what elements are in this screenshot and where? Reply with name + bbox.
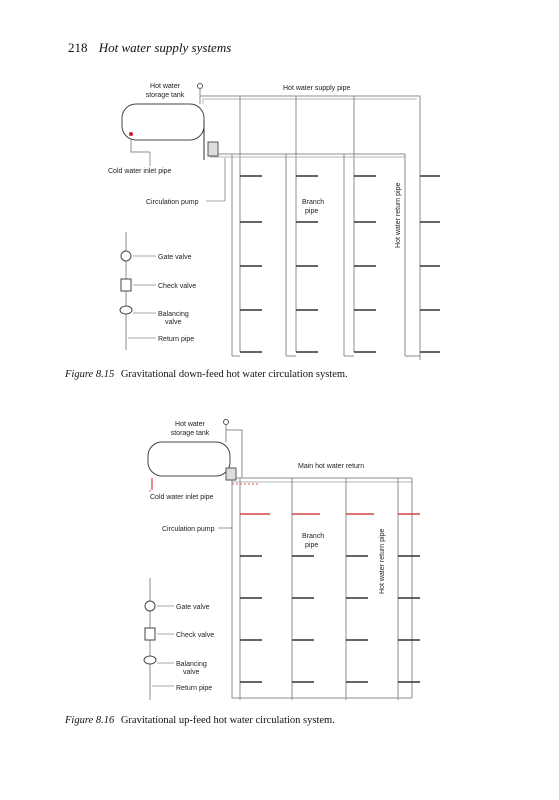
balancing-label-line2: valve xyxy=(165,319,182,326)
main-return-label: Main hot water return xyxy=(298,463,365,470)
check-valve-label: Check valve xyxy=(158,283,197,290)
circulation-pump-symbol xyxy=(226,468,236,480)
page-number: 218 xyxy=(68,40,88,55)
check-valve-icon xyxy=(145,628,155,640)
valve-legend xyxy=(120,232,156,350)
cold-inlet-label: Cold water inlet pipe xyxy=(108,168,172,175)
return-pipe-label: Return pipe xyxy=(176,685,213,692)
figure-8-16-caption xyxy=(65,715,335,726)
balancing-label-line2: valve xyxy=(183,669,200,676)
tank-label-line1: Hot water xyxy=(150,83,180,90)
figure-8-16-text: Gravitational up-feed hot water circulation system. xyxy=(120,715,335,726)
air-vent-icon xyxy=(224,420,229,425)
balancing-label-line1: Balancing xyxy=(176,661,207,668)
return-riser-label: Hot water return pipe xyxy=(395,182,402,248)
cold-inlet-label: Cold water inlet pipe xyxy=(150,494,214,501)
storage-tank xyxy=(148,442,230,476)
figure-8-15-number: Figure 8.15 xyxy=(65,369,115,380)
fixture-taps xyxy=(240,556,420,682)
check-valve-label: Check valve xyxy=(176,632,215,639)
cold-inlet-pipe xyxy=(131,140,150,152)
figure-8-15-text: Gravitational down-feed hot water circulation system. xyxy=(120,369,348,380)
gate-valve-icon xyxy=(121,251,131,261)
figure-8-15-caption xyxy=(65,369,348,380)
return-pipe-label: Return pipe xyxy=(158,336,195,343)
circulation-pump-symbol xyxy=(204,120,218,160)
supply-pipe-label: Hot water supply pipe xyxy=(283,85,351,92)
tank-red-marker xyxy=(129,132,133,136)
check-valve-icon xyxy=(121,279,131,291)
branch-label-line1: Branch xyxy=(302,199,325,206)
balancing-label-line1: Balancing xyxy=(158,311,189,318)
balancing-valve-icon xyxy=(120,306,132,314)
figure-8-16-number: Figure 8.16 xyxy=(65,715,115,726)
air-vent-icon xyxy=(198,84,203,89)
gate-valve-icon xyxy=(145,601,155,611)
fixture-taps xyxy=(240,176,440,352)
tank-label-line1: Hot water xyxy=(175,421,205,428)
branch-label-line1: Branch xyxy=(302,533,325,540)
storage-tank xyxy=(122,104,204,140)
tank-label-line2: storage tank xyxy=(145,92,185,99)
running-header xyxy=(68,40,231,56)
downfeed-risers xyxy=(240,96,354,352)
return-riser-label: Hot water return pipe xyxy=(379,528,386,594)
gate-valve-label: Gate valve xyxy=(176,604,210,611)
valve-legend xyxy=(144,578,174,700)
balancing-valve-icon xyxy=(144,656,156,664)
gate-valve-label: Gate valve xyxy=(158,254,192,261)
pump-label: Circulation pump xyxy=(146,199,199,206)
running-title: Hot water supply systems xyxy=(98,40,232,55)
pump-label: Circulation pump xyxy=(162,526,215,533)
branch-label-line2: pipe xyxy=(305,208,319,215)
tank-label-line2: storage tank xyxy=(170,430,210,437)
figure-8-16-diagram xyxy=(0,410,559,710)
supply-main-pipe xyxy=(200,96,420,360)
branch-label-line2: pipe xyxy=(305,542,319,549)
figure-8-15-diagram xyxy=(0,70,559,370)
